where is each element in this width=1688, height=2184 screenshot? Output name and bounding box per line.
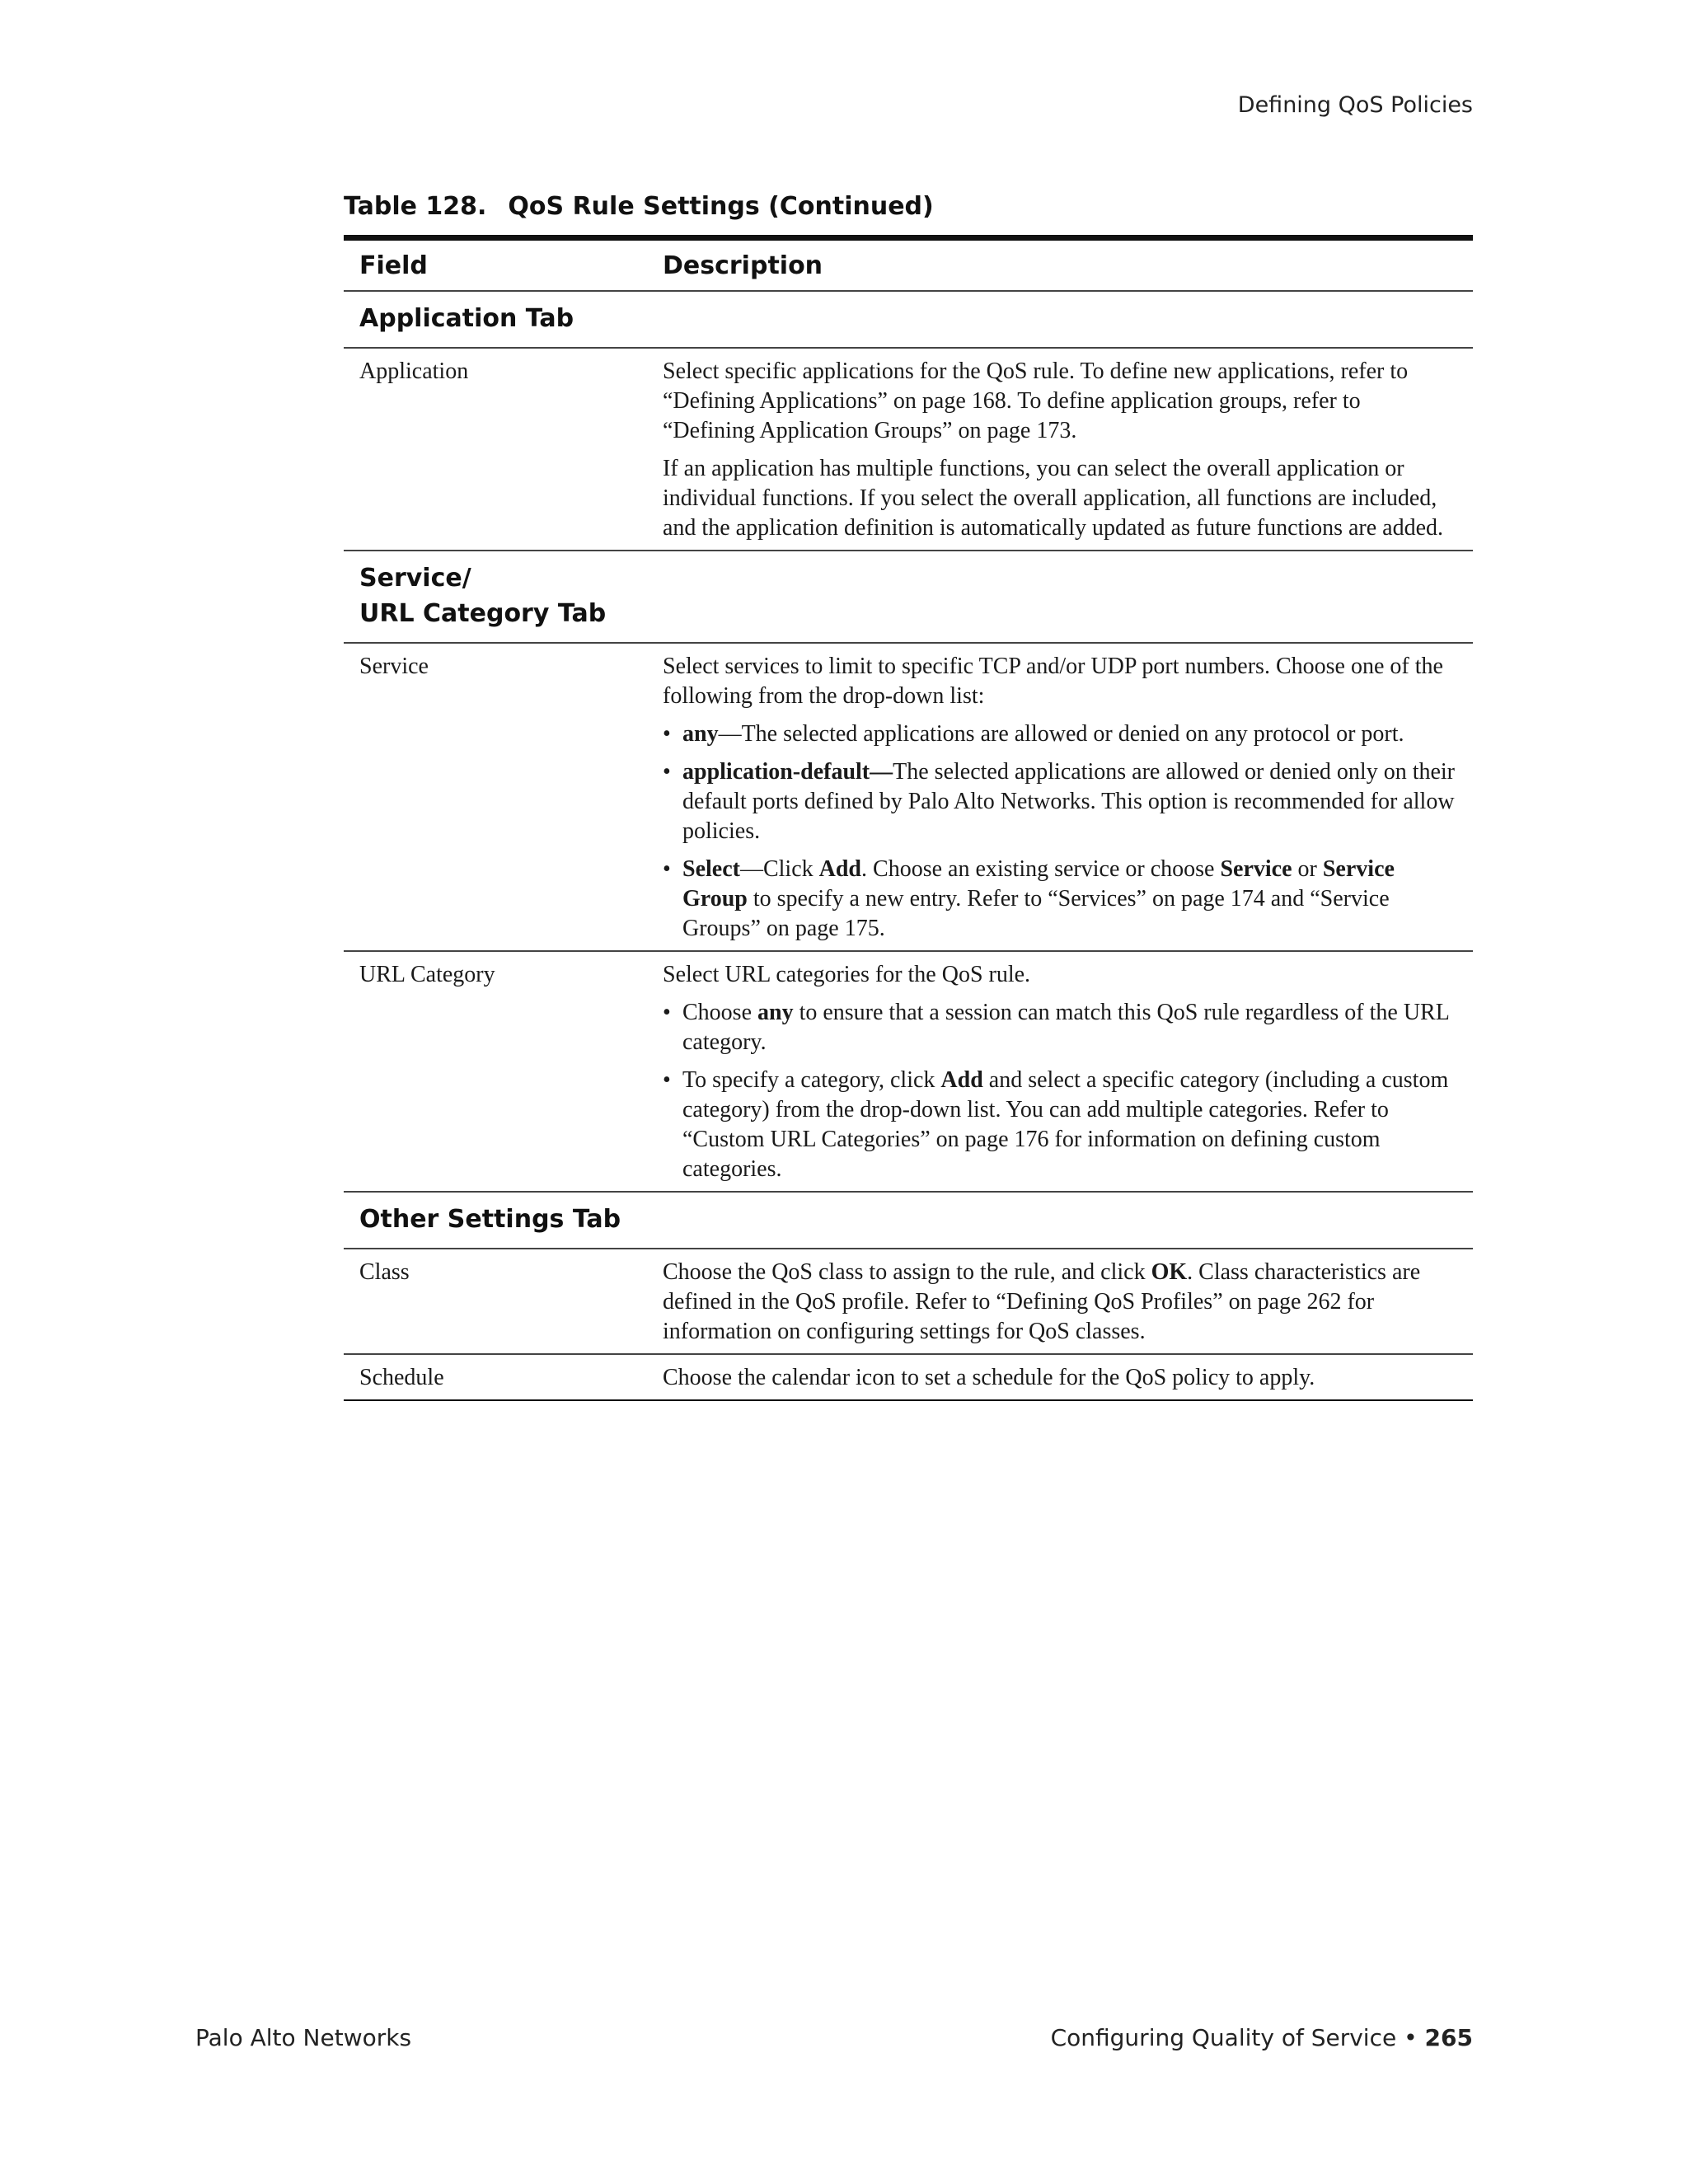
list-item [663,719,1456,749]
option-text: or [1292,856,1323,882]
qos-rule-settings-table [344,235,1473,1401]
section-application-tab [344,292,1473,349]
option-text: Choose [682,1000,757,1025]
list-item [663,998,1456,1057]
page-number: 265 [1424,2024,1473,2051]
option-text: . Choose an existing service or choose [861,856,1221,882]
field-description [663,1363,1473,1393]
table-number: Table 128. [344,192,487,221]
table-row-url-category [344,952,1473,1193]
field-name: Class [359,1259,410,1285]
option-term: any [682,721,719,747]
running-header: Defining QoS Policies [1237,92,1473,118]
ui-term: Add [818,856,862,882]
description-paragraph: Select URL categories for the QoS rule. [663,962,1031,987]
ui-term: Add [940,1067,983,1093]
column-header-field: Field [359,251,428,280]
field-description [663,1258,1473,1347]
table-row-application [344,349,1473,551]
footer-separator: • [1396,2024,1425,2051]
field-description [663,652,1473,944]
ui-term: any [757,1000,794,1025]
bullet-icon: • [663,759,671,785]
bullet-icon: • [663,1067,671,1093]
option-text: —Click [739,856,819,882]
description-paragraph: Select services to limit to specific TCP and/or UDP port numbers. Choose one of the following from the drop-down list: [663,654,1443,709]
table-header-row [344,241,1473,292]
description-text: Choose the QoS class to assign to the rule, and click [663,1259,1151,1285]
option-text: to ensure that a session can match this QoS rule regardless of the URL category. [682,1000,1449,1055]
table-row-class [344,1249,1473,1355]
bullet-icon: • [663,1000,671,1025]
description-text: . Class characteristics are defined in the QoS profile. Refer to “Defining QoS Profiles” on page 262 for information on configuring settings for QoS classes. [663,1259,1421,1344]
field-name: Schedule [359,1365,444,1390]
section-title [344,560,663,631]
table-row-schedule [344,1355,1473,1401]
description-paragraph [663,1258,1456,1347]
description-paragraph: Select specific applications for the QoS rule. To define new applications, refer to “Defining Applications” on page 168. To define application groups, refer to “Defining Application Groups” on page 173. [663,359,1409,443]
column-header-description: Description [663,251,823,280]
field-name: Application [359,359,469,384]
section-title-line: Service/ [359,564,471,593]
footer-company: Palo Alto Networks [195,2024,412,2051]
description-paragraph: Choose the calendar icon to set a schedule for the QoS policy to apply. [663,1365,1315,1390]
section-title: Other Settings Tab [359,1205,621,1234]
section-service-url-category-tab [344,551,1473,644]
section-other-settings-tab [344,1193,1473,1249]
field-description [663,357,1473,543]
bullet-icon: • [663,856,671,882]
ui-term: Service Group [682,856,1395,912]
ui-term: Service [1220,856,1292,882]
table-caption [344,192,934,221]
option-text: to specify a new entry. Refer to “Services” on page 174 and “Service Groups” on page 175. [682,886,1390,941]
option-text: The selected applications are allowed or denied only on their default ports defined by Palo Alto Networks. This option is recommended for allow policies. [682,759,1455,844]
option-term: Select [682,856,740,882]
field-name: URL Category [359,962,495,987]
option-text: and select a specific category (including a custom category) from the drop-down list. You can add multiple categories. Refer to “Custom URL Categories” on page 176 for information on defining custom categories. [682,1067,1449,1182]
bullet-icon: • [663,721,671,747]
ui-term: OK [1151,1259,1188,1285]
option-text: —The selected applications are allowed or denied on any protocol or port. [718,721,1404,747]
section-title: Application Tab [359,304,574,333]
list-item [663,855,1456,944]
footer-chapter-title: Configuring Quality of Service [1050,2024,1397,2051]
option-list [663,998,1456,1184]
field-description [663,960,1473,1184]
option-text: To specify a category, click [682,1067,941,1093]
table-title: QoS Rule Settings (Continued) [508,192,934,221]
list-item [663,1066,1456,1184]
footer-chapter [1051,2024,1473,2051]
option-list [663,719,1456,944]
option-term: application-default— [682,759,893,785]
section-title-line: URL Category Tab [359,599,607,628]
field-name: Service [359,654,429,679]
description-paragraph: If an application has multiple functions, you can select the overall application or individual functions. If you select the overall application, all functions are included, and the application definition is automatically updated as future functions are added. [663,456,1444,541]
list-item [663,757,1456,846]
table-row-service [344,644,1473,952]
